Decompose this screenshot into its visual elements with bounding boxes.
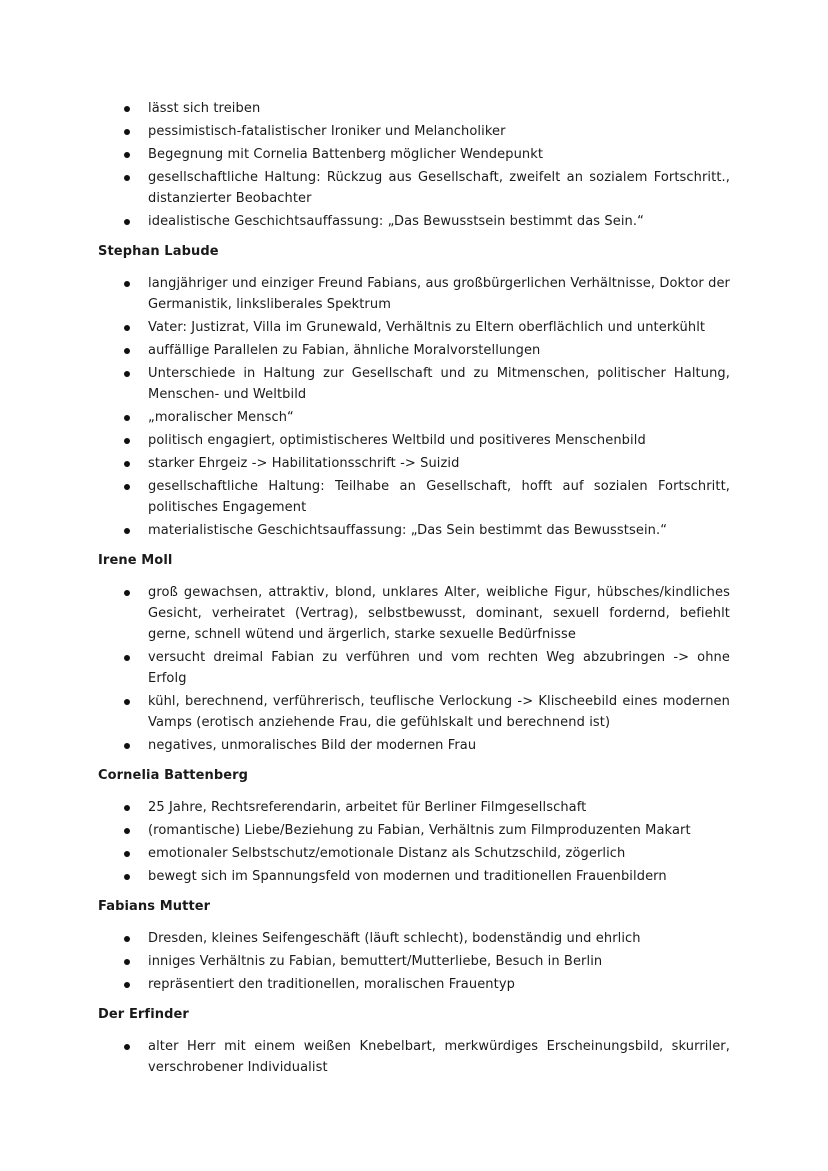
list-item: Vater: Justizrat, Villa im Grunewald, Verhältnis zu Eltern oberflächlich und unterkühlt xyxy=(148,317,730,338)
section-heading: Irene Moll xyxy=(98,553,173,568)
list-item: bewegt sich im Spannungsfeld von modernen und traditionellen Frauenbildern xyxy=(148,866,730,887)
list-item: repräsentiert den traditionellen, moralischen Frauentyp xyxy=(148,974,730,995)
bullet-list xyxy=(98,797,730,887)
intro-bullet-list xyxy=(98,98,730,232)
section-heading: Cornelia Battenberg xyxy=(98,768,249,783)
list-item: gesellschaftliche Haltung: Rückzug aus Gesellschaft, zweifelt an sozialem Fortschritt., distanzierter Beobachter xyxy=(148,167,730,209)
bullet-list xyxy=(98,582,730,756)
list-item: „moralischer Mensch“ xyxy=(148,407,730,428)
section-stephan-labude xyxy=(98,241,730,541)
section-irene-moll xyxy=(98,550,730,756)
list-item: gesellschaftliche Haltung: Teilhabe an Gesellschaft, hofft auf sozialen Fortschritt, politisches Engagement xyxy=(148,476,730,518)
section-heading: Der Erfinder xyxy=(98,1007,189,1022)
list-item: starker Ehrgeiz -> Habilitationsschrift -> Suizid xyxy=(148,453,730,474)
section-der-erfinder xyxy=(98,1004,730,1078)
bullet-list xyxy=(98,928,730,995)
bullet-list xyxy=(98,273,730,541)
list-item: groß gewachsen, attraktiv, blond, unklares Alter, weibliche Figur, hübsches/kindliches Gesicht, verheiratet (Vertrag), selbstbewusst, dominant, sexuell fordernd, befiehlt gerne, schnell wütend und ärgerlich, starke sexuelle Bedürfnisse xyxy=(148,582,730,645)
list-item: Dresden, kleines Seifengeschäft (läuft schlecht), bodenständig und ehrlich xyxy=(148,928,730,949)
list-item: lässt sich treiben xyxy=(148,98,730,119)
section-cornelia-battenberg xyxy=(98,765,730,887)
list-item: kühl, berechnend, verführerisch, teuflische Verlockung -> Klischeebild eines modernen Vamps (erotisch anziehende Frau, die gefühlskalt und berechnend ist) xyxy=(148,691,730,733)
section-heading: Stephan Labude xyxy=(98,244,219,259)
list-item: inniges Verhältnis zu Fabian, bemuttert/Mutterliebe, Besuch in Berlin xyxy=(148,951,730,972)
list-item: langjähriger und einziger Freund Fabians, aus großbürgerlichen Verhältnisse, Doktor der Germanistik, linksliberales Spektrum xyxy=(148,273,730,315)
list-item: Unterschiede in Haltung zur Gesellschaft und zu Mitmenschen, politischer Haltung, Menschen- und Weltbild xyxy=(148,363,730,405)
section-heading: Fabians Mutter xyxy=(98,899,211,914)
list-item: politisch engagiert, optimistischeres Weltbild und positiveres Menschenbild xyxy=(148,430,730,451)
list-item: (romantische) Liebe/Beziehung zu Fabian, Verhältnis zum Filmproduzenten Makart xyxy=(148,820,730,841)
list-item: emotionaler Selbstschutz/emotionale Distanz als Schutzschild, zögerlich xyxy=(148,843,730,864)
section-fabians-mutter xyxy=(98,896,730,995)
list-item: alter Herr mit einem weißen Knebelbart, merkwürdiges Erscheinungsbild, skurriler, verschrobener Individualist xyxy=(148,1036,730,1078)
list-item: idealistische Geschichtsauffassung: „Das Bewusstsein bestimmt das Sein.“ xyxy=(148,211,730,232)
list-item: Begegnung mit Cornelia Battenberg möglicher Wendepunkt xyxy=(148,144,730,165)
list-item: negatives, unmoralisches Bild der modernen Frau xyxy=(148,735,730,756)
list-item: auffällige Parallelen zu Fabian, ähnliche Moralvorstellungen xyxy=(148,340,730,361)
list-item: 25 Jahre, Rechtsreferendarin, arbeitet für Berliner Filmgesellschaft xyxy=(148,797,730,818)
list-item: versucht dreimal Fabian zu verführen und vom rechten Weg abzubringen -> ohne Erfolg xyxy=(148,647,730,689)
list-item: pessimistisch-fatalistischer Ironiker und Melancholiker xyxy=(148,121,730,142)
bullet-list xyxy=(98,1036,730,1078)
list-item: materialistische Geschichtsauffassung: „Das Sein bestimmt das Bewusstsein.“ xyxy=(148,520,730,541)
